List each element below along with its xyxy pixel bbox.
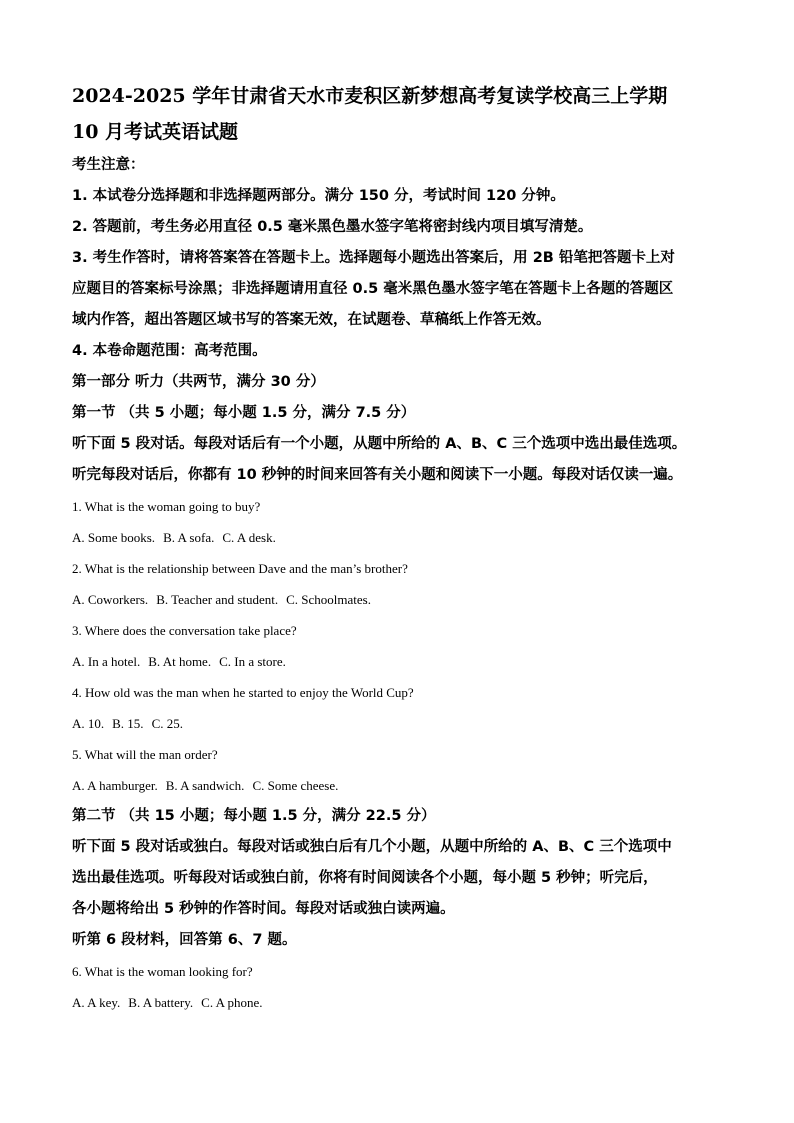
notice-item-1: 1. 本试卷分选择题和非选择题两部分。满分 150 分，考试时间 120 分钟。	[72, 188, 565, 204]
option-b: B. At home.	[148, 654, 212, 669]
question-6-options	[72, 987, 732, 1018]
question-3: 3. Where does the conversation take place?	[72, 623, 297, 638]
option-b: B. Teacher and student.	[156, 592, 279, 607]
option-b: B. 15.	[112, 716, 144, 731]
option-c: C. In a store.	[219, 654, 286, 669]
section1-instruction-1: 听下面 5 段对话。每段对话后有一个小题，从题中所给的 A、B、C 三个选项中选出最佳选项。	[72, 436, 687, 452]
option-b: B. A battery.	[128, 995, 194, 1010]
question-1: 1. What is the woman going to buy?	[72, 499, 261, 514]
option-c: C. 25.	[151, 716, 183, 731]
notice-item-3-cont-1: 应题目的答案标号涂黑；非选择题请用直径 0.5 毫米黑色墨水签字笔在答题卡上各题的答题区	[72, 281, 674, 297]
notice-item-2: 2. 答题前，考生务必用直径 0.5 毫米黑色墨水签字笔将密封线内项目填写清楚。	[72, 219, 593, 235]
question-4: 4. How old was the man when he started to enjoy the World Cup?	[72, 685, 414, 700]
question-3-options	[72, 646, 732, 677]
question-2-options	[72, 584, 732, 615]
option-c: C. A phone.	[201, 995, 263, 1010]
section2-instruction-2: 选出最佳选项。听每段对话或独白前，你将有时间阅读各个小题，每小题 5 秒钟；听完后，	[72, 870, 658, 886]
notice-item-3: 3. 考生作答时，请将答案答在答题卡上。选择题每小题选出答案后，用 2B 铅笔把答题卡上对	[72, 250, 675, 266]
exam-title-line2: 10 月考试英语试题	[72, 121, 239, 143]
option-c: C. A desk.	[222, 530, 276, 545]
option-b: B. A sofa.	[163, 530, 215, 545]
exam-page	[72, 78, 732, 1018]
option-a: A. In a hotel.	[72, 654, 141, 669]
option-a: A. Coworkers.	[72, 592, 149, 607]
exam-title-line1: 2024-2025 学年甘肃省天水市麦积区新梦想高考复读学校高三上学期	[72, 85, 668, 107]
section1-instruction-2: 听完每段对话后，你都有 10 秒钟的时间来回答有关小题和阅读下一小题。每段对话仅读一遍。	[72, 467, 683, 483]
notice-item-4: 4. 本卷命题范围：高考范围。	[72, 343, 267, 359]
option-a: A. A hamburger.	[72, 778, 158, 793]
material-6-heading: 听第 6 段材料，回答第 6、7 题。	[72, 932, 297, 948]
option-b: B. A sandwich.	[165, 778, 245, 793]
question-4-options	[72, 708, 732, 739]
notice-item-3-cont-2: 域内作答，超出答题区域书写的答案无效，在试题卷、草稿纸上作答无效。	[72, 312, 551, 328]
option-a: A. Some books.	[72, 530, 156, 545]
option-c: C. Schoolmates.	[286, 592, 371, 607]
part1-heading: 第一部分 听力（共两节，满分 30 分）	[72, 374, 325, 390]
question-2: 2. What is the relationship between Dave and the man’s brother?	[72, 561, 408, 576]
section2-instruction-1: 听下面 5 段对话或独白。每段对话或独白后有几个小题，从题中所给的 A、B、C 三个选项中	[72, 839, 672, 855]
section1-heading: 第一节 （共 5 小题；每小题 1.5 分，满分 7.5 分）	[72, 405, 416, 421]
question-1-options	[72, 522, 732, 553]
section2-heading: 第二节 （共 15 小题；每小题 1.5 分，满分 22.5 分）	[72, 808, 436, 824]
option-c: C. Some cheese.	[252, 778, 339, 793]
question-6: 6. What is the woman looking for?	[72, 964, 253, 979]
notice-heading: 考生注意：	[72, 157, 145, 173]
option-a: A. A key.	[72, 995, 121, 1010]
section2-instruction-3: 各小题将给出 5 秒钟的作答时间。每段对话或独白读两遍。	[72, 901, 455, 917]
question-5-options	[72, 770, 732, 801]
question-5: 5. What will the man order?	[72, 747, 218, 762]
option-a: A. 10.	[72, 716, 105, 731]
